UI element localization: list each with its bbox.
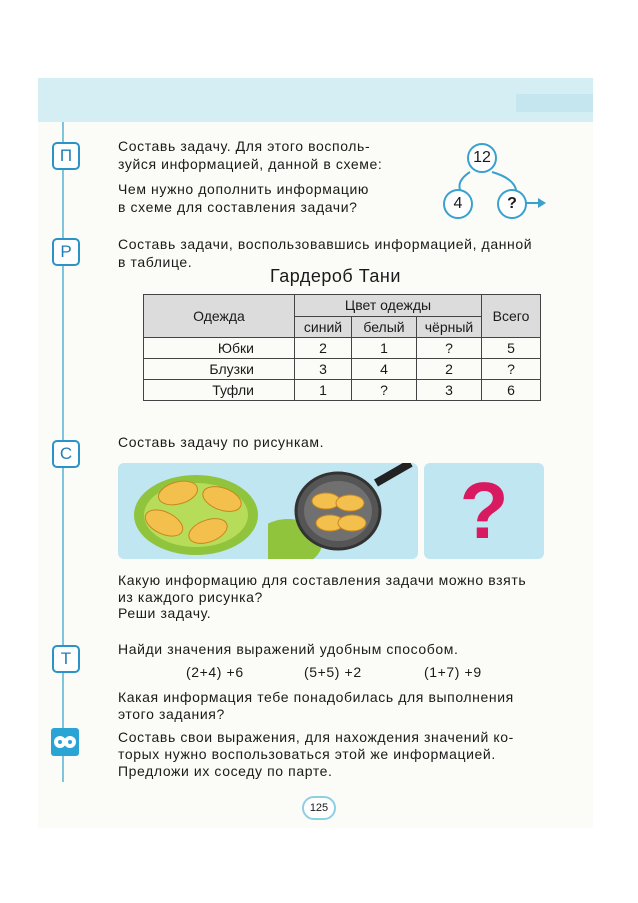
scheme-total: 12 — [467, 143, 497, 173]
page-number: 125 — [302, 796, 336, 820]
plate-of-pies-icon — [118, 463, 288, 559]
header-color: Цвет одежды — [295, 295, 482, 317]
header-color-blue: синий — [295, 316, 352, 338]
table-cell: 1 — [295, 380, 352, 401]
table-cell: 3 — [295, 359, 352, 380]
top-band-accent — [516, 94, 593, 112]
expression-1: (2+4) +6 — [186, 664, 244, 680]
pair-task-line2: торых нужно воспользоваться этой же информацией. — [118, 746, 496, 762]
task-letter-t: Т — [52, 645, 80, 673]
table-cell: ? — [352, 380, 417, 401]
top-band — [38, 78, 593, 122]
table-cell: 4 — [352, 359, 417, 380]
task-s-line3: из каждого рисунка? — [118, 589, 263, 605]
task-s-line1: Составь задачу по рисункам. — [118, 434, 325, 450]
table-cell-total: ? — [482, 359, 541, 380]
task-r-line2: в таблице. — [118, 254, 193, 270]
task-p-line2: зуйся информацией, данной в схеме: — [118, 156, 383, 172]
table-cell-total: 6 — [482, 380, 541, 401]
header-total: Всего — [482, 295, 541, 338]
wardrobe-table — [143, 294, 541, 401]
table-row — [144, 338, 541, 359]
header-clothes: Одежда — [144, 295, 295, 338]
task-letter-s: С — [52, 440, 80, 468]
table-cell: 1 — [352, 338, 417, 359]
task-t-line1: Найди значения выражений удобным способом. — [118, 641, 459, 657]
task-p-line1: Составь задачу. Для этого восполь- — [118, 138, 371, 154]
table-cell: 2 — [417, 359, 482, 380]
task-letter-r: Р — [52, 238, 80, 266]
header-color-white: белый — [352, 316, 417, 338]
scheme-part: 4 — [443, 189, 473, 219]
question-mark-icon: ? — [459, 466, 509, 555]
frying-pan-icon — [268, 463, 418, 559]
row-label: Блузки — [144, 359, 295, 380]
picture-question — [424, 463, 544, 559]
row-label: Юбки — [144, 338, 295, 359]
header-color-black: чёрный — [417, 316, 482, 338]
table-title: Гардероб Тани — [270, 266, 401, 286]
pair-task-line1: Составь свои выражения, для нахождения значений ко- — [118, 729, 514, 745]
picture-plate-of-pies — [118, 463, 288, 559]
task-letter-p: П — [52, 142, 80, 170]
table-cell-total: 5 — [482, 338, 541, 359]
row-label: Туфли — [144, 380, 295, 401]
task-s-line2: Какую информацию для составления задачи можно взять — [118, 572, 527, 588]
pair-task-line3: Предложи их соседу по парте. — [118, 763, 333, 779]
task-s-line4: Реши задачу. — [118, 605, 212, 621]
table-cell: 2 — [295, 338, 352, 359]
pair-work-icon — [51, 728, 79, 756]
scheme-unknown: ? — [497, 189, 527, 219]
task-p-line4: в схеме для составления задачи? — [118, 199, 358, 215]
two-faces-icon — [51, 728, 79, 756]
picture-pan-with-pies — [268, 463, 418, 559]
table-cell: 3 — [417, 380, 482, 401]
task-p-line3: Чем нужно дополнить информацию — [118, 181, 370, 197]
table-row — [144, 359, 541, 380]
task-t-line2: Какая информация тебе понадобилась для выполнения — [118, 689, 514, 705]
table-row — [144, 380, 541, 401]
task-r-line1: Составь задачи, воспользовавшись информацией, данной — [118, 236, 533, 252]
table-cell: ? — [417, 338, 482, 359]
expression-3: (1+7) +9 — [424, 664, 482, 680]
task-t-line3: этого задания? — [118, 706, 225, 722]
expression-2: (5+5) +2 — [304, 664, 362, 680]
